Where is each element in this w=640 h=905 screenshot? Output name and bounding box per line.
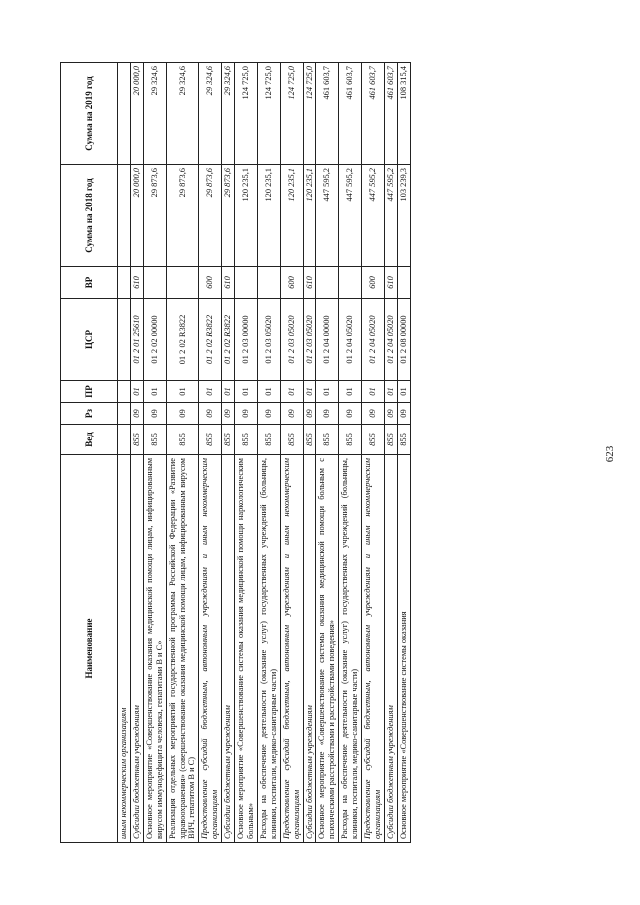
row-sum-2019-cell: 29 324,6 bbox=[222, 63, 235, 165]
row-sum-2018-cell: 20 000,0 bbox=[130, 165, 143, 267]
row-rz-cell: 09 bbox=[316, 403, 339, 425]
row-sum-2019-cell: 29 324,6 bbox=[143, 63, 166, 165]
row-rz-cell: 09 bbox=[280, 403, 303, 425]
row-vr-cell: 610 bbox=[303, 267, 316, 299]
row-sum-2018-cell: 120 235,1 bbox=[235, 165, 258, 267]
row-name-cell: Предоставление субсидий бюджетным, автономным учреждениям и иным некоммерческим организациям bbox=[199, 455, 222, 843]
row-vr-cell bbox=[166, 267, 199, 299]
row-vr-cell: 600 bbox=[280, 267, 303, 299]
page-number: 623 bbox=[604, 445, 616, 463]
row-sum-2019-cell: 461 603,7 bbox=[316, 63, 339, 165]
row-sum-2018-cell: 120 235,1 bbox=[280, 165, 303, 267]
row-sum-2018-cell: 29 873,6 bbox=[166, 165, 199, 267]
row-sum-2018-cell: 447 595,2 bbox=[339, 165, 362, 267]
row-sum-2018-cell: 120 235,1 bbox=[257, 165, 280, 267]
row-rz-cell: 09 bbox=[303, 403, 316, 425]
row-csr-cell: 01 2 03 05020 bbox=[257, 299, 280, 381]
row-name-cell: Реализация отдельных мероприятий государственной программы Российской Федерации «Развитие здравоохранения» (совершенствование оказания медицинской помощи лицам, инфицированным вирусом ВИЧ, гепатитом В и С) bbox=[166, 455, 199, 843]
header-ved: Вед bbox=[61, 425, 118, 455]
row-pr-cell: 01 bbox=[235, 381, 258, 403]
row-sum-2018-cell: 29 873,6 bbox=[143, 165, 166, 267]
row-ved-cell: 855 bbox=[199, 425, 222, 455]
table-row bbox=[362, 63, 385, 843]
row-vr-cell bbox=[257, 267, 280, 299]
table-row bbox=[199, 63, 222, 843]
row-csr-cell bbox=[118, 299, 131, 381]
row-pr-cell: 01 bbox=[222, 381, 235, 403]
row-ved-cell: 855 bbox=[166, 425, 199, 455]
row-ved-cell: 855 bbox=[397, 425, 410, 455]
row-rz-cell: 09 bbox=[397, 403, 410, 425]
row-sum-2019-cell: 29 324,6 bbox=[166, 63, 199, 165]
header-sum-2018: Сумма на 2018 год bbox=[61, 165, 118, 267]
row-rz-cell: 09 bbox=[339, 403, 362, 425]
row-name-cell: Субсидии бюджетным учреждениям bbox=[130, 455, 143, 843]
row-pr-cell: 01 bbox=[199, 381, 222, 403]
row-vr-cell: 610 bbox=[130, 267, 143, 299]
row-pr-cell: 01 bbox=[257, 381, 280, 403]
row-pr-cell: 01 bbox=[384, 381, 397, 403]
table-row bbox=[397, 63, 410, 843]
row-csr-cell: 01 2 02 R3822 bbox=[166, 299, 199, 381]
table-row bbox=[339, 63, 362, 843]
row-sum-2019-cell: 461 603,7 bbox=[362, 63, 385, 165]
row-sum-2018-cell: 447 595,2 bbox=[362, 165, 385, 267]
row-ved-cell: 855 bbox=[130, 425, 143, 455]
header-vr: ВР bbox=[61, 267, 118, 299]
row-name-cell: Основное мероприятие «Совершенствование системы оказания bbox=[397, 455, 410, 843]
row-name-cell: Предоставление субсидий бюджетным, автономным учреждениям и иным некоммерческим организациям bbox=[280, 455, 303, 843]
row-csr-cell: 01 2 03 05020 bbox=[303, 299, 316, 381]
row-rz-cell: 09 bbox=[143, 403, 166, 425]
table-row bbox=[303, 63, 316, 843]
row-sum-2018-cell: 447 595,2 bbox=[316, 165, 339, 267]
row-pr-cell bbox=[118, 381, 131, 403]
row-pr-cell: 01 bbox=[166, 381, 199, 403]
row-csr-cell: 01 2 02 00000 bbox=[143, 299, 166, 381]
row-csr-cell: 01 2 03 00000 bbox=[235, 299, 258, 381]
row-sum-2018-cell: 103 239,3 bbox=[397, 165, 410, 267]
row-pr-cell: 01 bbox=[143, 381, 166, 403]
row-name-cell: Расходы на обеспечение деятельности (оказание услуг) государственных учреждений (больницы, клиники, госпитали, медико-санитарные части) bbox=[339, 455, 362, 843]
row-sum-2019-cell: 20 000,0 bbox=[130, 63, 143, 165]
row-ved-cell: 855 bbox=[362, 425, 385, 455]
row-vr-cell bbox=[235, 267, 258, 299]
row-rz-cell: 09 bbox=[235, 403, 258, 425]
table-row bbox=[166, 63, 199, 843]
table-header-row bbox=[61, 63, 118, 843]
row-sum-2018-cell: 120 235,1 bbox=[303, 165, 316, 267]
row-vr-cell: 610 bbox=[222, 267, 235, 299]
row-vr-cell bbox=[316, 267, 339, 299]
table-row bbox=[384, 63, 397, 843]
row-ved-cell bbox=[118, 425, 131, 455]
row-name-cell: Субсидии бюджетным учреждениям bbox=[384, 455, 397, 843]
row-name-cell: Предоставление субсидий бюджетным, автономным учреждениям и иным некоммерческим организациям bbox=[362, 455, 385, 843]
rotated-table-container bbox=[60, 63, 580, 843]
row-csr-cell: 01 2 04 05020 bbox=[384, 299, 397, 381]
header-name: Наименование bbox=[61, 455, 118, 843]
row-name-cell: Расходы на обеспечение деятельности (оказание услуг) государственных учреждений (больницы, клиники, госпитали, медико-санитарные части) bbox=[257, 455, 280, 843]
row-ved-cell: 855 bbox=[316, 425, 339, 455]
row-pr-cell: 01 bbox=[280, 381, 303, 403]
table-row bbox=[257, 63, 280, 843]
row-rz-cell: 09 bbox=[130, 403, 143, 425]
row-name-cell: Основное мероприятие «Совершенствование оказания медицинской помощи лицам, инфицированным вирусом иммунодефицита человека, гепатитами В и С» bbox=[143, 455, 166, 843]
row-sum-2019-cell bbox=[118, 63, 131, 165]
row-vr-cell: 610 bbox=[384, 267, 397, 299]
budget-table bbox=[60, 62, 411, 843]
row-rz-cell: 09 bbox=[384, 403, 397, 425]
row-ved-cell: 855 bbox=[235, 425, 258, 455]
row-sum-2018-cell: 29 873,6 bbox=[199, 165, 222, 267]
row-vr-cell bbox=[143, 267, 166, 299]
row-sum-2019-cell: 124 725,0 bbox=[303, 63, 316, 165]
page-number-container bbox=[595, 445, 625, 468]
row-name-cell: Субсидии бюджетным учреждениям bbox=[222, 455, 235, 843]
row-sum-2019-cell: 124 725,0 bbox=[280, 63, 303, 165]
row-ved-cell: 855 bbox=[384, 425, 397, 455]
row-sum-2019-cell: 124 725,0 bbox=[235, 63, 258, 165]
row-ved-cell: 855 bbox=[339, 425, 362, 455]
table-row bbox=[130, 63, 143, 843]
table-row bbox=[143, 63, 166, 843]
row-vr-cell bbox=[118, 267, 131, 299]
row-rz-cell: 09 bbox=[166, 403, 199, 425]
row-sum-2019-cell: 461 603,7 bbox=[339, 63, 362, 165]
row-sum-2019-cell: 124 725,0 bbox=[257, 63, 280, 165]
table-row bbox=[118, 63, 131, 843]
row-ved-cell: 855 bbox=[143, 425, 166, 455]
row-csr-cell: 01 2 04 00000 bbox=[316, 299, 339, 381]
row-ved-cell: 855 bbox=[303, 425, 316, 455]
row-vr-cell bbox=[397, 267, 410, 299]
row-vr-cell: 600 bbox=[199, 267, 222, 299]
table-row bbox=[235, 63, 258, 843]
table-body bbox=[118, 63, 411, 843]
row-pr-cell: 01 bbox=[397, 381, 410, 403]
row-ved-cell: 855 bbox=[222, 425, 235, 455]
row-csr-cell: 01 2 08 00000 bbox=[397, 299, 410, 381]
table-row bbox=[280, 63, 303, 843]
row-sum-2019-cell: 108 315,4 bbox=[397, 63, 410, 165]
row-pr-cell: 01 bbox=[362, 381, 385, 403]
row-csr-cell: 01 2 02 R3822 bbox=[199, 299, 222, 381]
row-name-cell: Основное мероприятие «Совершенствование системы оказания медицинской помощи наркологическим больным» bbox=[235, 455, 258, 843]
row-csr-cell: 01 2 02 R3822 bbox=[222, 299, 235, 381]
row-sum-2019-cell: 461 603,7 bbox=[384, 63, 397, 165]
row-csr-cell: 01 2 04 05020 bbox=[339, 299, 362, 381]
table-row bbox=[222, 63, 235, 843]
row-ved-cell: 855 bbox=[280, 425, 303, 455]
row-vr-cell bbox=[339, 267, 362, 299]
row-sum-2019-cell: 29 324,6 bbox=[199, 63, 222, 165]
row-csr-cell: 01 2 01 25610 bbox=[130, 299, 143, 381]
row-rz-cell: 09 bbox=[199, 403, 222, 425]
row-pr-cell: 01 bbox=[303, 381, 316, 403]
row-rz-cell: 09 bbox=[222, 403, 235, 425]
row-rz-cell: 09 bbox=[257, 403, 280, 425]
row-name-cell: иным некоммерческим организациям bbox=[118, 455, 131, 843]
table-row bbox=[316, 63, 339, 843]
row-pr-cell: 01 bbox=[130, 381, 143, 403]
row-ved-cell: 855 bbox=[257, 425, 280, 455]
header-sum-2019: Сумма на 2019 год bbox=[61, 63, 118, 165]
row-sum-2018-cell bbox=[118, 165, 131, 267]
row-sum-2018-cell: 447 595,2 bbox=[384, 165, 397, 267]
header-rz: Рз bbox=[61, 403, 118, 425]
header-pr: ПР bbox=[61, 381, 118, 403]
row-csr-cell: 01 2 04 05020 bbox=[362, 299, 385, 381]
row-name-cell: Основное мероприятие «Совершенствование системы оказания медицинской помощи больным с психическими расстройствами и расстройствами поведения» bbox=[316, 455, 339, 843]
row-sum-2018-cell: 29 873,6 bbox=[222, 165, 235, 267]
row-rz-cell bbox=[118, 403, 131, 425]
row-csr-cell: 01 2 03 05020 bbox=[280, 299, 303, 381]
header-csr: ЦСР bbox=[61, 299, 118, 381]
row-vr-cell: 600 bbox=[362, 267, 385, 299]
row-pr-cell: 01 bbox=[316, 381, 339, 403]
row-pr-cell: 01 bbox=[339, 381, 362, 403]
row-rz-cell: 09 bbox=[362, 403, 385, 425]
row-name-cell: Субсидии бюджетным учреждениям bbox=[303, 455, 316, 843]
